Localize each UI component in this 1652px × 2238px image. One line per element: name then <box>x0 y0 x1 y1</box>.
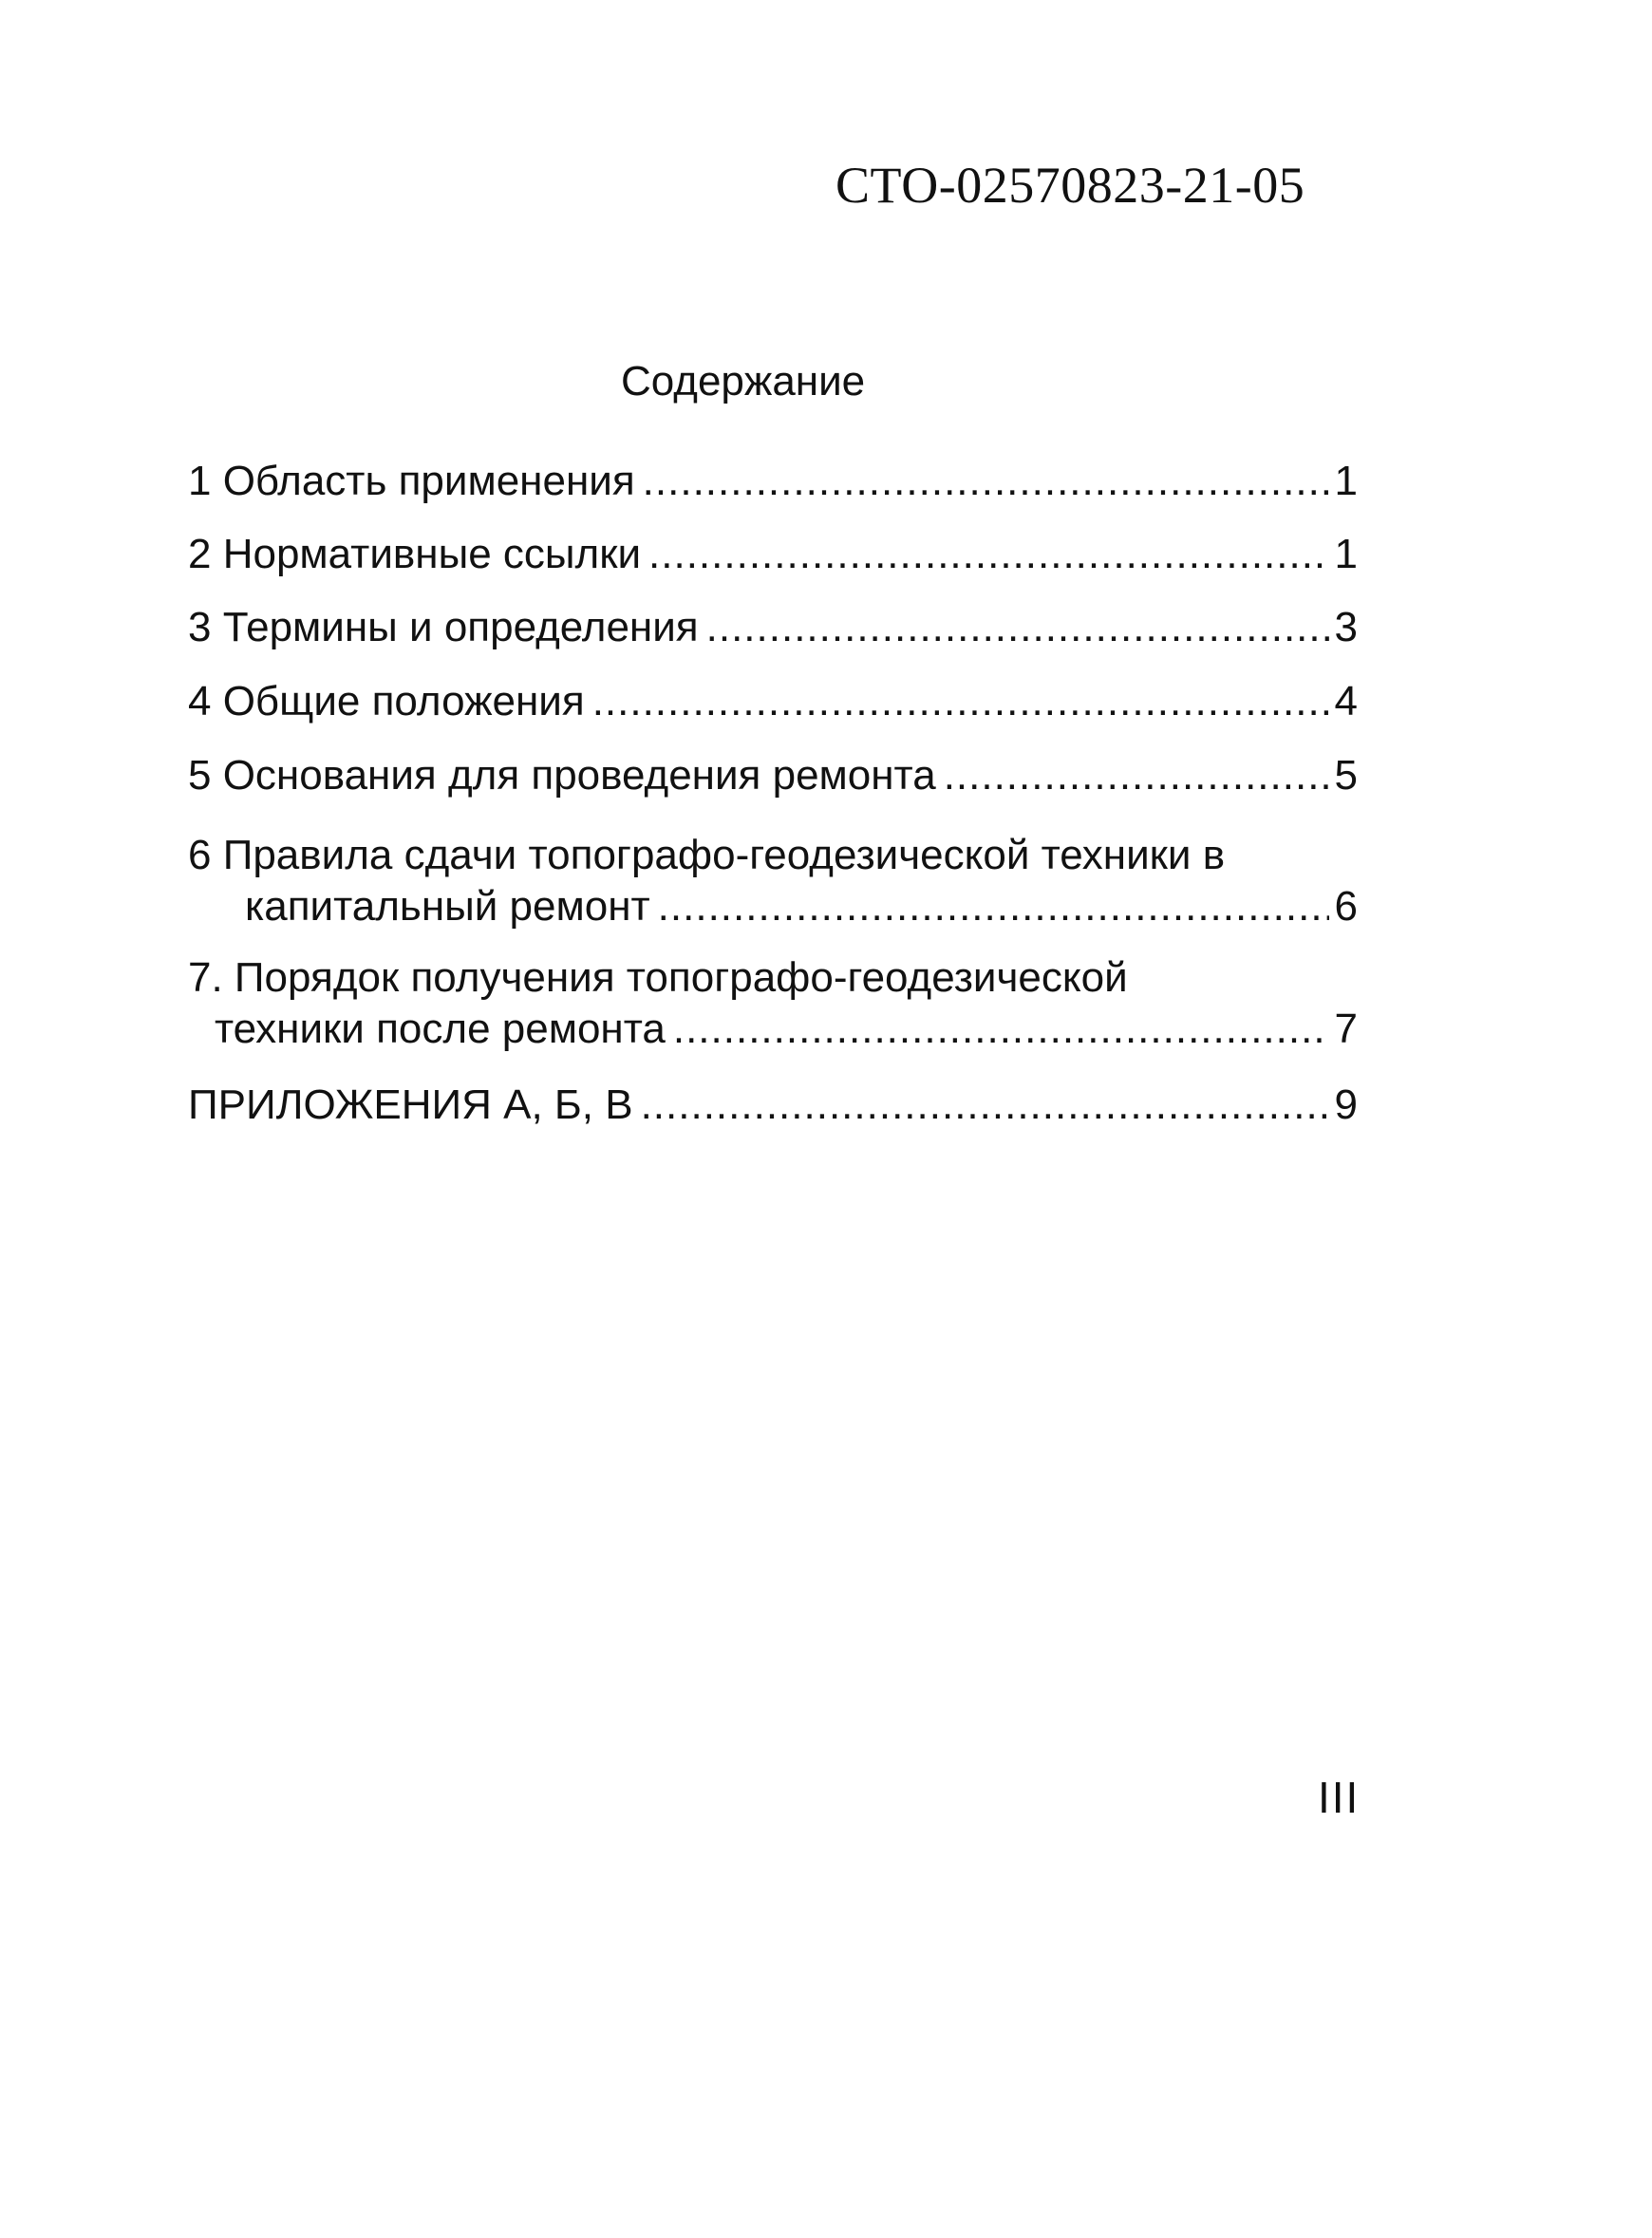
toc-entry-page: 4 <box>1334 678 1358 724</box>
toc-entry-text: 6 Правила сдачи топографо-геодезической техники в <box>188 832 1226 878</box>
toc-entry-4[interactable] <box>188 676 1358 727</box>
toc-entry-page: 1 <box>1334 531 1358 577</box>
toc-entry-text: 2 Нормативные ссылки <box>188 531 642 577</box>
page-number: III <box>1318 1773 1361 1822</box>
toc-entry-1[interactable] <box>188 456 1358 507</box>
toc-entry-text: 7. Порядок получения топографо-геодезической <box>188 954 1128 1001</box>
toc-entry-page: 7 <box>1334 1006 1358 1052</box>
toc-entry-text: ПРИЛОЖЕНИЯ А, Б, В <box>188 1081 633 1128</box>
toc-entry-3[interactable] <box>188 602 1358 653</box>
dot-leader <box>944 750 1329 801</box>
dot-leader <box>641 1080 1329 1131</box>
toc-entry-text-continued: капитальный ремонт <box>245 883 650 930</box>
toc-entry-page: 3 <box>1334 604 1358 650</box>
toc-entry-page: 1 <box>1334 458 1358 504</box>
toc-entry-text: 4 Общие положения <box>188 678 585 724</box>
document-code: СТО-02570823-21-05 <box>835 157 1305 214</box>
toc-title: Содержание <box>621 358 866 404</box>
toc-entry-text-continued: техники после ремонта <box>215 1006 666 1052</box>
dot-leader <box>592 676 1329 727</box>
dot-leader <box>706 602 1329 653</box>
toc-entry-2[interactable] <box>188 529 1358 580</box>
toc-entry-text: 3 Термины и определения <box>188 604 699 650</box>
toc-entry-text: 5 Основания для проведения ремонта <box>188 752 936 799</box>
toc-entry-page: 9 <box>1334 1081 1358 1128</box>
toc-entry-page: 6 <box>1334 883 1358 930</box>
toc-entry-appendices[interactable] <box>188 1080 1358 1131</box>
dot-leader <box>658 881 1329 932</box>
dot-leader <box>648 529 1328 580</box>
toc-entry-text: 1 Область применения <box>188 458 635 504</box>
toc-entry-page: 5 <box>1334 752 1358 799</box>
toc-entry-5[interactable] <box>188 750 1358 801</box>
toc-entry-6[interactable] <box>188 830 1358 932</box>
dot-leader <box>643 456 1329 507</box>
toc-entry-7[interactable] <box>188 952 1358 1055</box>
dot-leader <box>673 1004 1329 1055</box>
